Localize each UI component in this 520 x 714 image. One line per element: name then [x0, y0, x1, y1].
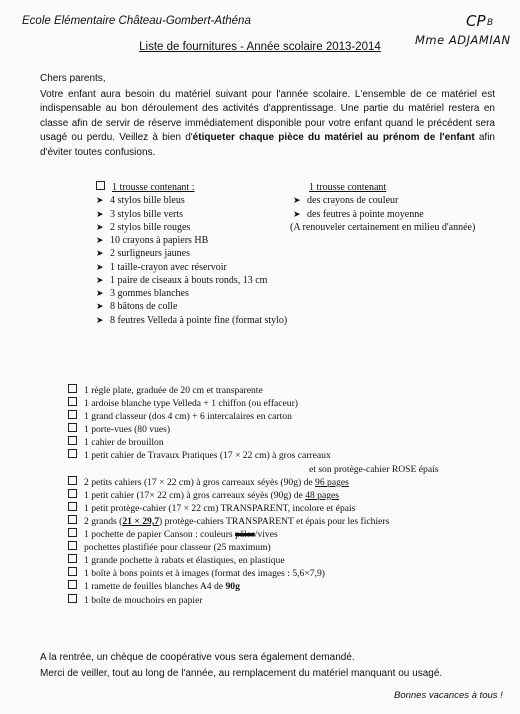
item-text: 3 stylos bille verts [110, 208, 184, 220]
supply-item [68, 580, 438, 593]
checkbox [68, 502, 77, 511]
list-item [96, 274, 287, 287]
checkbox [68, 489, 77, 498]
supply-item [68, 397, 438, 410]
arrow-bullet-icon: ➤ [293, 208, 301, 219]
arrow-bullet-icon: ➤ [96, 314, 104, 325]
item-text: 1 taille-crayon avec réservoir [110, 261, 227, 273]
supply-item [68, 410, 438, 423]
checkbox [68, 423, 77, 432]
list-item [96, 314, 287, 327]
intro-paragraph [40, 72, 495, 160]
list-item [290, 208, 475, 221]
salutation: Chers parents, [40, 73, 106, 84]
supply-item [68, 528, 438, 541]
arrow-bullet-icon: ➤ [96, 235, 104, 245]
arrow-bullet-icon: ➤ [96, 248, 104, 259]
supply-text: 1 boîte à bons points et à images (format des images : 5,6×7,9) [84, 568, 325, 580]
checkbox [68, 594, 77, 603]
class-label: CP [466, 12, 486, 30]
supply-item [68, 476, 438, 489]
footer-line-2: Merci de veiller, tout au long de l'année, au remplacement du matériel manquant ou usagé. [40, 667, 443, 679]
item-text: 8 feutres Velleda à pointe fine (format stylo) [110, 314, 288, 326]
item-text: 4 stylos bille bleus [110, 195, 185, 207]
supply-item [68, 594, 438, 607]
supply-text: 1 boîte de mouchoirs en papier [84, 594, 203, 606]
footer-notes [40, 650, 442, 681]
supply-text-rest: /vives [254, 529, 278, 541]
supply-item [68, 423, 438, 436]
supplies-list [68, 384, 438, 607]
checkbox [68, 554, 77, 563]
supply-text: 2 grands ( [84, 515, 123, 527]
supply-item [68, 554, 438, 567]
list-item [96, 208, 287, 221]
supply-text: 1 règle plate, graduée de 20 cm et transparente [84, 385, 263, 396]
checkbox [68, 541, 77, 550]
list-item [290, 194, 475, 207]
trousse-1-heading: 1 trousse contenant : [112, 182, 195, 193]
class-suffix: B [487, 18, 494, 28]
supply-underlined: 96 pages [315, 476, 349, 488]
arrow-bullet-icon: ➤ [96, 261, 104, 272]
trousse-list-1 [96, 181, 287, 327]
supply-item [68, 449, 438, 462]
checkbox [68, 528, 77, 537]
supply-text: pochettes plastifiée pour classeur (25 maximum) [84, 542, 271, 554]
supply-text: 1 porte-vues (80 vues) [84, 424, 171, 436]
arrow-bullet-icon: ➤ [96, 208, 104, 219]
supply-item [68, 541, 438, 554]
school-name: Ecole Elémentaire Château-Gombert-Athéna [22, 15, 251, 27]
supply-bold: 21 × 29,7 [122, 515, 160, 527]
supply-text: 1 cahier de brouillon [84, 437, 164, 449]
supply-text: 1 ardoise blanche type Velleda + 1 chiffon (ou effaceur) [84, 398, 298, 410]
trousse-2-heading: 1 trousse contenant [309, 182, 387, 193]
item-text: 1 paire de ciseaux à bouts ronds, 13 cm [110, 274, 268, 286]
arrow-bullet-icon: ➤ [96, 301, 104, 312]
supply-item [68, 489, 438, 502]
item-text: des feutres à pointe moyenne [307, 208, 424, 220]
supply-text: et son protège-cahier ROSE épais [309, 463, 439, 475]
supply-item [68, 384, 438, 397]
checkbox [68, 476, 77, 485]
supply-item [68, 436, 438, 449]
page-title: Liste de fournitures - Année scolaire 2013-2014 [139, 41, 381, 53]
intro-text: Votre enfant aura besoin du matériel suivant pour l'année scolaire. L'ensemble de ce matériel est indispensable au bon déroulement des activités d'apprentissage. Une partie du matériel restera en classe afin de servir de réserve immédiatement disponible pour votre enfant quand le précédent sera usagé ou perdu. Veillez à bien d'étiqueter chaque pièce du matériel au prénom de l'enfant afin d'éviter toutes confusions. [40, 88, 495, 158]
checkbox [68, 397, 77, 406]
arrow-bullet-icon: ➤ [96, 274, 104, 285]
list-item [96, 300, 287, 313]
checkbox [68, 515, 77, 524]
arrow-bullet-icon: ➤ [96, 288, 104, 298]
supply-text: 1 grand classeur (dos 4 cm) + 6 intercalaires en carton [84, 411, 292, 423]
supply-item [68, 502, 438, 515]
item-text: 2 surligneurs jaunes [110, 248, 190, 260]
list-item [96, 194, 287, 207]
supply-text-rest: ) protège-cahiers TRANSPARENT et épais pour les fichiers [159, 515, 390, 527]
supply-text: 1 ramette de feuilles blanches A4 de [84, 581, 226, 593]
crossed-out-word: pâles [235, 529, 255, 541]
checkbox [68, 436, 77, 445]
checkbox [68, 384, 77, 393]
arrow-bullet-icon: ➤ [96, 195, 104, 206]
checkbox [68, 580, 77, 589]
item-text: 8 bâtons de colle [110, 301, 178, 313]
checkbox [96, 181, 105, 190]
list-item [96, 221, 287, 234]
arrow-bullet-icon: ➤ [293, 195, 301, 206]
supply-bold: 90g [225, 581, 240, 593]
checkbox [68, 410, 77, 419]
checkbox [68, 567, 77, 576]
list-item [96, 261, 287, 274]
list-item [96, 234, 287, 247]
item-text: 10 crayons à papiers HB [110, 235, 209, 246]
footer-line-1: A la rentrée, un chèque de coopérative vous sera également demandé. [40, 652, 355, 663]
arrow-bullet-icon: ➤ [96, 221, 104, 232]
checkbox [68, 449, 77, 458]
supply-text: 1 petit protège-cahier (17 × 22 cm) TRANSPARENT, incolore et épais [84, 502, 356, 514]
trousse-2-note: (A renouveler certainement en milieu d'année) [290, 221, 476, 233]
item-text: 2 stylos bille rouges [110, 221, 191, 233]
closing-text: Bonnes vacances à tous ! [394, 690, 503, 701]
supply-text: 1 grande pochette à rabats et élastiques, en plastique [84, 555, 285, 567]
supply-item [68, 463, 438, 476]
list-item [96, 287, 287, 300]
supply-item [68, 515, 438, 528]
teacher-name: Mme ADJAMIAN [415, 33, 511, 47]
supply-text: 1 petit cahier de Travaux Pratiques (17 × 22 cm) à gros carreaux [84, 450, 331, 462]
supply-text: 2 petits cahiers (17 × 22 cm) à gros carreaux séyès (90g) de [84, 476, 316, 488]
supply-item [68, 567, 438, 580]
trousse-list-2 [290, 181, 475, 234]
list-item [96, 247, 287, 260]
supply-underlined: 48 pages [305, 489, 340, 501]
item-text: des crayons de couleur [307, 195, 399, 207]
item-text: 3 gommes blanches [110, 288, 189, 299]
supply-text: 1 petit cahier (17× 22 cm) à gros carreaux séyès (90g) de [84, 489, 306, 501]
intro-emphasis: étiqueter chaque pièce du matériel au prénom de l'enfant [192, 132, 475, 143]
supply-text: 1 pochette de papier Canson : couleurs [84, 529, 236, 541]
